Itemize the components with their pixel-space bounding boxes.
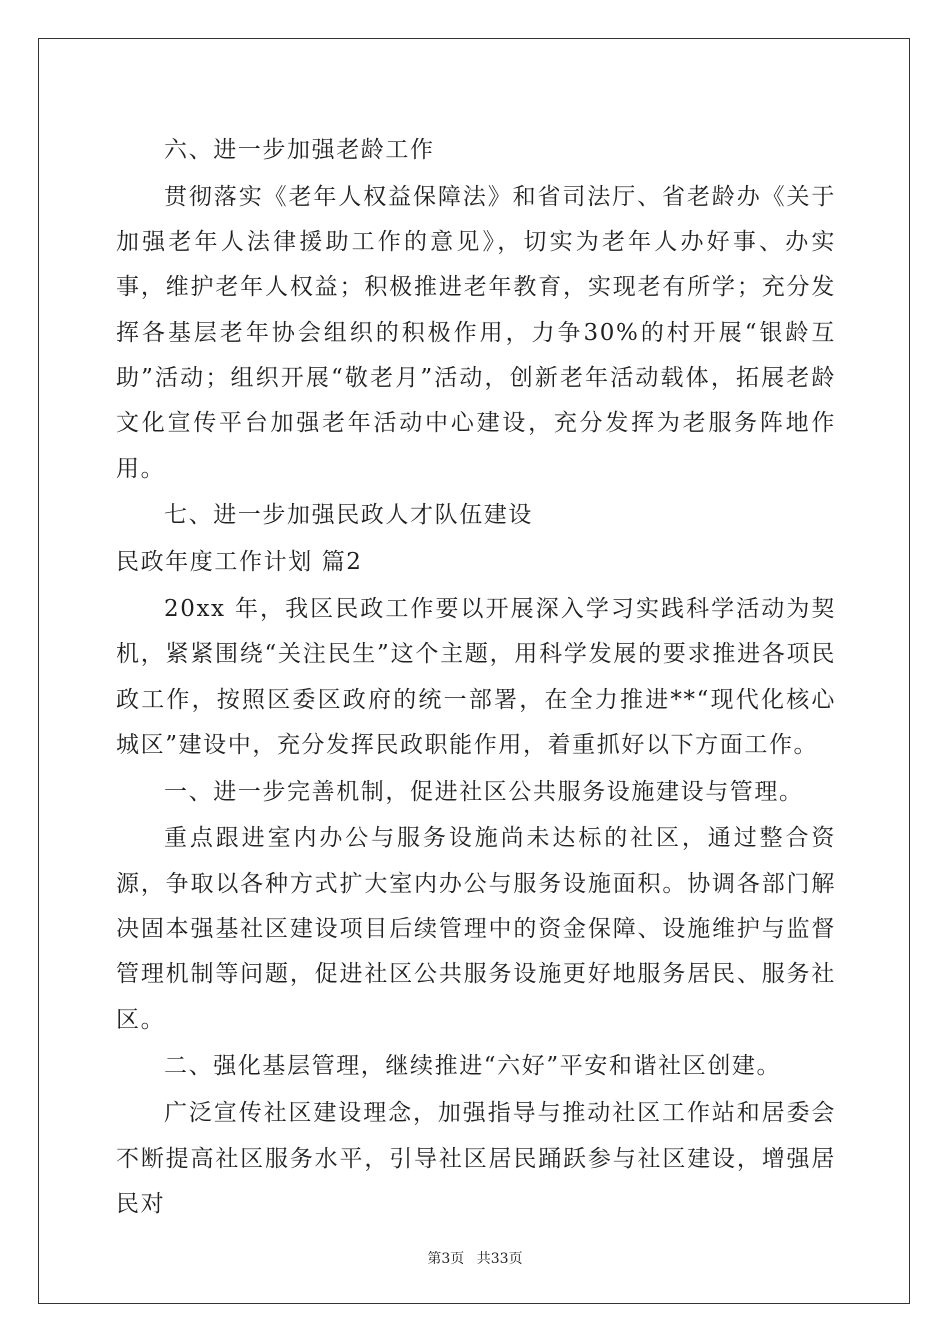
- paragraph-mechanism: 重点跟进室内办公与服务设施尚未达标的社区，通过整合资源，争取以各种方式扩大室内办公与服务设施面积。协调各部门解决固本强基社区建设项目后续管理中的资金保障、设施维护与监督管理机制等问题，促进社区公共服务设施更好地服务居民、服务社区。: [116, 825, 836, 1033]
- section-heading-elderly-work: 六、进一步加强老龄工作: [164, 137, 435, 163]
- paragraph-elderly-work: 贯彻落实《老年人权益保障法》和省司法厅、省老龄办《关于加强老年人法律援助工作的意见》，切实为老年人办好事、办实事，维护老年人权益；积极推进老年教育，实现老有所学；充分发挥各基层老年协会组织的积极作用，力争30%的村开展“银龄互助”活动；组织开展“敬老月”活动，创新老年活动载体，拓展老龄文化宣传平台加强老年活动中心建设，充分发挥为老服务阵地作用。: [116, 183, 836, 482]
- page-number: 第3页: [427, 1251, 465, 1267]
- paragraph-intro: 20xx 年，我区民政工作要以开展深入学习实践科学活动为契机，紧紧围绕“关注民生”这个主题，用科学发展的要求推进各项民政工作，按照区委区政府的统一部署，在全力推进**“现代化核心城区”建设中，充分发挥民政职能作用，着重抓好以下方面工作。: [116, 595, 836, 758]
- section-heading-talent-team: 七、进一步加强民政人才队伍建设: [164, 502, 533, 529]
- section-heading-mechanism: 一、进一步完善机制，促进社区公共服务设施建设与管理。: [164, 778, 804, 805]
- paragraph-grassroots: 广泛宣传社区建设理念，加强指导与推动社区工作站和居委会不断提高社区服务水平，引导社区居民踊跃参与社区建设，增强居民对: [116, 1100, 836, 1217]
- document-title: 民政年度工作计划 篇2: [116, 549, 363, 576]
- section-heading-grassroots: 二、强化基层管理，继续推进“六好”平安和谐社区创建。: [164, 1053, 782, 1080]
- document-body: [116, 128, 836, 1229]
- page-footer: [0, 1248, 950, 1268]
- page-total: 共33页: [476, 1251, 523, 1267]
